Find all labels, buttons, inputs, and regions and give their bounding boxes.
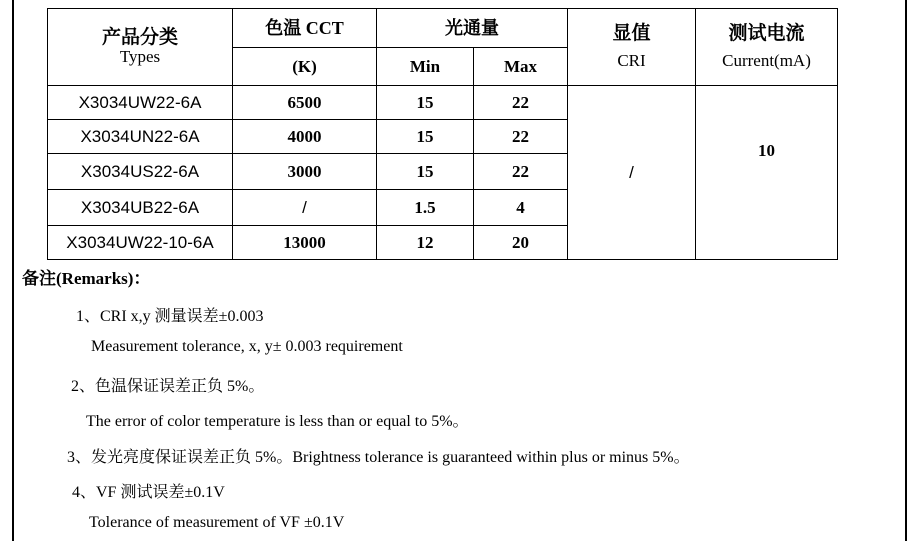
header-current-en: Current(mA) xyxy=(722,51,811,70)
header-cri xyxy=(568,9,696,86)
cell-max: 20 xyxy=(474,226,568,260)
header-current-cn: 测试电流 xyxy=(728,23,805,44)
cell-type: X3034UW22-6A xyxy=(48,86,233,120)
header-flux-title: 光通量 xyxy=(377,9,568,48)
remark-line-1-en: Measurement tolerance, x, y± 0.003 requirement xyxy=(91,338,403,355)
header-types-cn: 产品分类 xyxy=(101,27,178,48)
spec-table xyxy=(47,8,838,260)
cell-max: 22 xyxy=(474,86,568,120)
page-border-left xyxy=(12,0,14,541)
header-cct-unit: (K) xyxy=(233,48,377,86)
cell-type: X3034UW22-10-6A xyxy=(48,226,233,260)
remark-line-4: 4、VF 测试误差±0.1V xyxy=(72,484,225,501)
cell-cri-value: / xyxy=(568,86,696,260)
header-current xyxy=(696,9,838,86)
table-row xyxy=(48,86,838,120)
cell-max: 22 xyxy=(474,154,568,190)
page-border-right xyxy=(905,0,907,541)
remark-line-3: 3、发光亮度保证误差正负 5%。Brightness tolerance is guaranteed within plus or minus 5%。 xyxy=(67,449,690,466)
cell-cct: 13000 xyxy=(233,226,377,260)
header-flux-min: Min xyxy=(377,48,474,86)
cell-current-value: 10 xyxy=(696,86,838,260)
header-cct-title: 色温 CCT xyxy=(233,9,377,48)
cell-min: 15 xyxy=(377,120,474,154)
cell-cct: / xyxy=(233,190,377,226)
header-flux-max: Max xyxy=(474,48,568,86)
cell-type: X3034UN22-6A xyxy=(48,120,233,154)
cell-type: X3034US22-6A xyxy=(48,154,233,190)
cell-cct: 6500 xyxy=(233,86,377,120)
header-types xyxy=(48,9,233,86)
header-types-en: Types xyxy=(119,47,161,66)
remark-line-2: 2、色温保证误差正负 5%。 xyxy=(71,378,265,395)
cell-cct: 3000 xyxy=(233,154,377,190)
cell-type: X3034UB22-6A xyxy=(48,190,233,226)
remarks-title: 备注(Remarks)： xyxy=(22,269,151,288)
cell-cct: 4000 xyxy=(233,120,377,154)
cell-min: 15 xyxy=(377,154,474,190)
cell-min: 15 xyxy=(377,86,474,120)
remark-line-2-en: The error of color temperature is less than or equal to 5%。 xyxy=(86,413,469,430)
header-cri-cn: 显值 xyxy=(612,23,651,44)
cell-max: 22 xyxy=(474,120,568,154)
header-cri-en: CRI xyxy=(617,51,646,70)
cell-min: 12 xyxy=(377,226,474,260)
remark-line-4-en: Tolerance of measurement of VF ±0.1V xyxy=(89,514,345,531)
remark-line-1: 1、CRI x,y 测量误差±0.003 xyxy=(76,308,264,325)
cell-min: 1.5 xyxy=(377,190,474,226)
cell-max: 4 xyxy=(474,190,568,226)
